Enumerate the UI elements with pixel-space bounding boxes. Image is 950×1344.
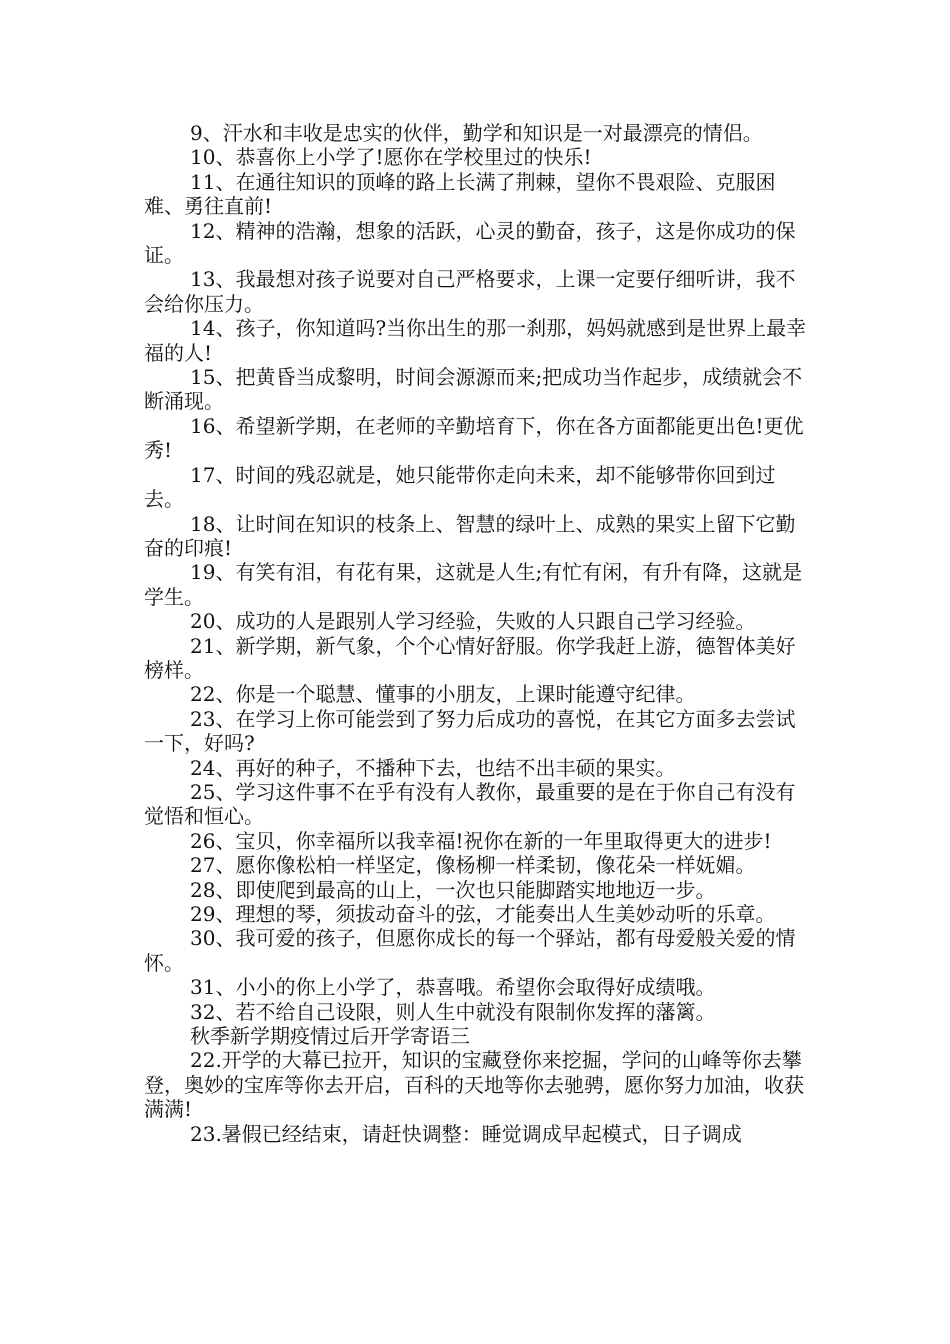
paragraph: 23、在学习上你可能尝到了努力后成功的喜悦，在其它方面多去尝试一下，好吗?: [144, 706, 796, 756]
paragraph: 12、精神的浩瀚，想象的活跃，心灵的勤奋，孩子，这是你成功的保证。: [144, 218, 796, 268]
paragraph: 28、即使爬到最高的山上，一次也只能脚踏实地地迈一步。: [190, 877, 716, 902]
paragraph: 11、在通往知识的顶峰的路上长满了荆棘，望你不畏艰险、克服困难、勇往直前!: [144, 169, 776, 219]
paragraph: 13、我最想对孩子说要对自己严格要求，上课一定要仔细听讲，我不会给你压力。: [144, 267, 796, 316]
section-heading: 秋季新学期疫情过后开学寄语三: [190, 1024, 470, 1049]
paragraph: 24、再好的种子，不播种下去，也结不出丰硕的果实。: [190, 755, 676, 780]
paragraph: 10、恭喜你上小学了!愿你在学校里过的快乐!: [190, 145, 592, 170]
paragraph: 21、新学期，新气象，个个心情好舒服。你学我赶上游，德智体美好榜样。: [144, 633, 796, 682]
paragraph: 31、小小的你上小学了，恭喜哦。希望你会取得好成绩哦。: [190, 975, 716, 1000]
paragraph: 20、成功的人是跟别人学习经验，失败的人只跟自己学习经验。: [190, 609, 756, 634]
paragraph: 19、有笑有泪，有花有果，这就是人生;有忙有闲，有升有降，这就是学生。: [144, 560, 803, 609]
paragraph: 26、宝贝，你幸福所以我幸福!祝你在新的一年里取得更大的进步!: [190, 828, 772, 853]
paragraph: 17、时间的残忍就是，她只能带你走向未来，却不能够带你回到过去。: [144, 462, 776, 512]
paragraph: 18、让时间在知识的枝条上、智慧的绿叶上、成熟的果实上留下它勤奋的印痕!: [144, 511, 796, 560]
paragraph: 22.开学的大幕已拉开，知识的宝藏登你来挖掘，学问的山峰等你去攀登，奥妙的宝库等你去开启，百科的天地等你去驰骋，愿你努力加油，收获满满!: [144, 1048, 804, 1122]
paragraph: 25、学习这件事不在乎有没有人教你，最重要的是在于你自己有没有觉悟和恒心。: [144, 779, 796, 829]
paragraph: 23.暑假已经结束，请赶快调整：睡觉调成早起模式，日子调成: [190, 1121, 742, 1146]
paragraph: 15、把黄昏当成黎明，时间会源源而来;把成功当作起步，成绩就会不断涌现。: [144, 365, 803, 414]
paragraph: 32、若不给自己设限，则人生中就没有限制你发挥的藩篱。: [190, 999, 716, 1024]
paragraph: 27、愿你像松柏一样坚定，像杨柳一样柔韧，像花朵一样妩媚。: [190, 853, 756, 878]
paragraph: 29、理想的琴，须拔动奋斗的弦，才能奏出人生美妙动听的乐章。: [190, 902, 776, 926]
paragraph: 16、希望新学期，在老师的辛勤培育下，你在各方面都能更出色!更优秀!: [144, 413, 804, 463]
paragraph: 14、孩子，你知道吗?当你出生的那一刹那，妈妈就感到是世界上最幸福的人!: [144, 316, 807, 365]
paragraph: 30、我可爱的孩子，但愿你成长的每一个驿站，都有母爱般关爱的情怀。: [144, 926, 796, 975]
paragraph: 9、汗水和丰收是忠实的伙伴，勤学和知识是一对最漂亮的情侣。: [190, 121, 763, 145]
document-body: [144, 121, 810, 1146]
paragraph: 22、你是一个聪慧、懂事的小朋友，上课时能遵守纪律。: [190, 682, 696, 707]
